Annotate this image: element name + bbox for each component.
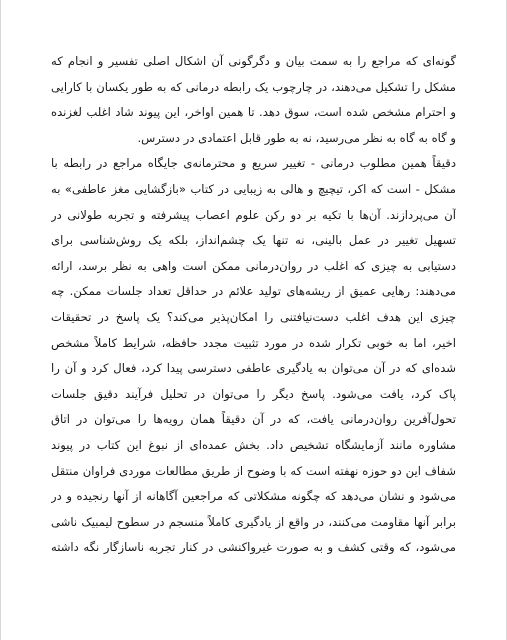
text-line: گونه‌ای که مراجع را به سمت بیان و دگرگونی آن اشکال اصلی تفسیر و انجام که — [51, 54, 456, 68]
text-line: مشاوره مانند آزمایشگاه تشخیص داد. بخش عمده‌ای از نبوغ این کتاب در پیوند — [51, 437, 456, 452]
text-line: دقیقاً همین مطلوب درمانی - تغییر سریع و محترمانه‌ی جایگاه مراجع در رابطه با — [51, 156, 456, 171]
text-line: و گاه به گاه به نظر می‌رسید، نه به طور قابل اعتمادی در دسترس. — [137, 130, 456, 145]
paragraph-2 — [51, 151, 456, 561]
text-line: شفاف این دو حوزه نهفته است که با وضوح از طریق مطالعات موردی فراوان منتقل — [51, 463, 456, 478]
text-line: می‌دهند: رهایی عمیق از ریشه‌های تولید علائم در حداقل تعداد جلسات ممکن. چه — [51, 284, 456, 299]
text-line: برابر آنها مقاومت می‌کنند، در واقع از یادگیری کاملاً منسجم در سطوح لیمبیک ناشی — [51, 514, 456, 529]
text-line: مشکل را تشکیل می‌دهند، در چارچوب یک رابطه درمانی که به طور یکسان با کارایی — [51, 79, 456, 94]
text-line: دستیابی به چیزی که اغلب در روان‌درمانی ممکن است واهی به نظر برسد، ارائه — [51, 258, 456, 273]
text-line: مشکل - است که اکر، تیچیچ و هالی به زیبایی در کتاب «بازگشایی مغز عاطفی» به — [51, 181, 456, 196]
text-line: پاک کرد، یافت می‌شود. پاسخ دیگر را می‌توان در تحلیل فرآیند دقیق جلسات — [51, 386, 456, 401]
text-line: شده‌ای که در آن می‌توان به یادگیری عاطفی دسترسی پیدا کرد، فعال کرد و آن را — [51, 361, 456, 376]
text-line: تسهیل تغییر در عمل بالینی، نه تنها یک چشم‌انداز، بلکه یک روش‌شناسی برای — [51, 233, 456, 248]
text-line: می‌شود، که وقتی کشف و به صورت غیرواکنشی در کنار تجربه ناسازگار نگه داشته — [51, 540, 456, 555]
text-line: می‌شود و نشان می‌دهد که چگونه مشکلاتی که مراجعین آگاهانه از آنها رنجیده و در — [51, 489, 456, 504]
text-line: آن می‌پردازند. آن‌ها با تکیه بر دو رکن علوم اعصاب پیشرفته و تجربه طولانی در — [51, 207, 456, 222]
text-line: تحول‌آفرین روان‌درمانی یافت، که در آن دقیقاً همان رویه‌ها را می‌توان در اتاق — [51, 412, 456, 427]
text-line: و احترام مشخص شده است، سوق دهد. تا همین اواخر، این پیوند شاد اغلب لغزنده — [51, 105, 456, 120]
text-line: چیزی این هدف اغلب دست‌نیافتنی را امکان‌پذیر می‌کند؟ یک پاسخ در تحقیقات — [51, 309, 456, 324]
paragraph-1 — [51, 49, 456, 151]
text-line: اخیر، اما به خوبی تکرار شده در مورد تثبیت مجدد حافظه، شرایط کاملاً مشخص — [51, 335, 456, 350]
body-text — [51, 49, 456, 561]
